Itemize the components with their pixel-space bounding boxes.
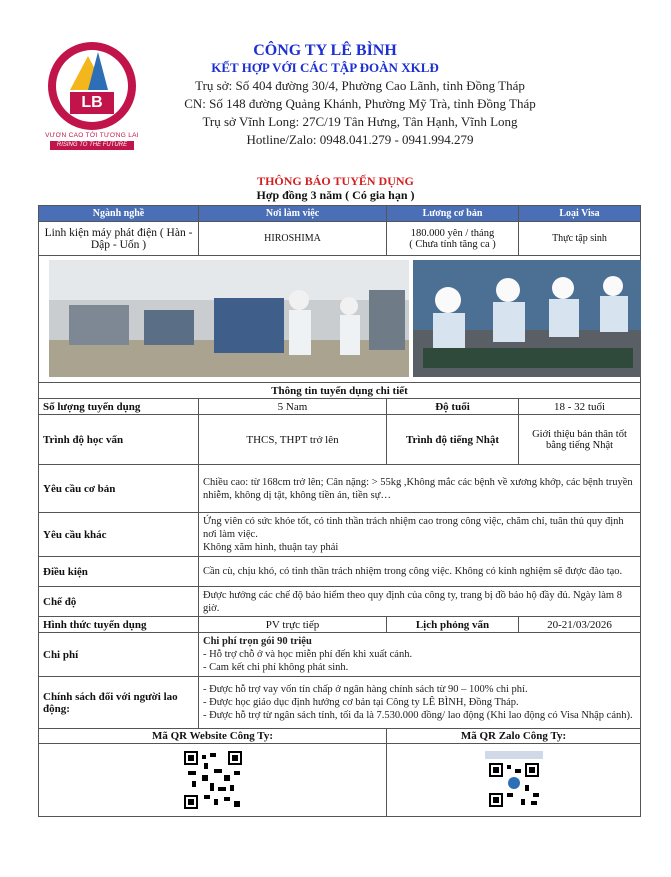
factory-photo-1 — [49, 260, 409, 377]
qty-value: 5 Nam — [199, 399, 387, 415]
edu-value: THCS, THPT trở lên — [199, 415, 387, 465]
company-logo: LB VƯƠN CAO TỚI TƯƠNG LAI RISING TO THE FUTURE — [42, 42, 142, 152]
header-visa: Loại Visa — [519, 206, 641, 222]
address-main: Trụ sở: Số 404 đường 30/4, Phường Cao Lãnh, tỉnh Đồng Tháp — [195, 78, 525, 93]
jp-label: Trình độ tiếng Nhật — [387, 415, 519, 465]
contract-term: Hợp đồng 3 năm ( Có gia hạn ) — [256, 188, 415, 202]
address-branch: CN: Số 148 đường Quảng Khánh, Phường Mỹ Trà, tỉnh Đồng Tháp — [184, 96, 536, 111]
header-salary: Lương cơ bản — [387, 206, 519, 222]
qr-website-icon[interactable] — [184, 751, 242, 809]
cost-value: Chi phí trọn gói 90 triệu - Hỗ trợ chỗ ở và học miễn phí đến khi xuất cảnh. - Cam kết chi phí không phát sinh. — [199, 633, 641, 677]
form-label: Hình thức tuyển dụng — [39, 617, 199, 633]
cost-label: Chi phí — [39, 633, 199, 677]
basic-label: Yêu cầu cơ bản — [39, 465, 199, 513]
qr-zalo-cell — [387, 744, 641, 817]
job-cell: Linh kiện máy phát điện ( Hàn - Dập - Uốn ) — [39, 222, 199, 256]
regime-label: Chế độ — [39, 587, 199, 617]
other-value: Ứng viên có sức khỏe tốt, có tinh thần trách nhiệm cao trong công việc, chăm chỉ, tuân thủ quy định nơi làm việc. Không xăm hình, thuận tay phải — [199, 513, 641, 557]
qty-label: Số lượng tuyển dụng — [39, 399, 199, 415]
company-name: CÔNG TY LÊ BÌNH — [253, 42, 397, 59]
header-place: Nơi làm việc — [199, 206, 387, 222]
policy-label: Chính sách đối với người lao động: — [39, 677, 199, 729]
basic-value: Chiều cao: từ 168cm trở lên; Cân nặng: > 55kg ,Không mắc các bệnh về xương khớp, các bệnh truyền nhiễm, không dị tật, không tiền án, tiền sự… — [199, 465, 641, 513]
qr-zalo-icon[interactable] — [485, 751, 543, 809]
age-value: 18 - 32 tuổi — [519, 399, 641, 415]
jp-value: Giới thiệu bản thân tốt bằng tiếng Nhật — [519, 415, 641, 465]
sched-label: Lịch phỏng vấn — [387, 617, 519, 633]
form-value: PV trực tiếp — [199, 617, 387, 633]
qr-web-label: Mã QR Website Công Ty: — [39, 729, 387, 744]
sched-value: 20-21/03/2026 — [519, 617, 641, 633]
qr-zalo-label: Mã QR Zalo Công Ty: — [387, 729, 641, 744]
edu-label: Trình độ học vấn — [39, 415, 199, 465]
visa-cell: Thực tập sinh — [519, 222, 641, 256]
section-title: Thông tin tuyển dụng chi tiết — [39, 383, 641, 399]
qr-web-cell — [39, 744, 387, 817]
photo-cell — [39, 256, 641, 383]
recruitment-table — [38, 205, 641, 817]
policy-value: - Được hỗ trợ vay vốn tín chấp ở ngân hàng chính sách từ 90 – 100% chi phí. - Được học giáo dục định hướng cơ bản tại Công ty LÊ BÌNH, Đồng Tháp. - Được hỗ trợ từ ngân sách tỉnh, tối đa là 7.530.000 đồng/ lao động (Khi lao động có Visa Nhập cảnh). — [199, 677, 641, 729]
notice-title: THÔNG BÁO TUYỂN DỤNG — [257, 174, 414, 188]
header-job: Ngành nghề — [39, 206, 199, 222]
age-label: Độ tuổi — [387, 399, 519, 415]
salary-cell: 180.000 yên / tháng ( Chưa tính tăng ca ) — [387, 222, 519, 256]
regime-value: Được hưởng các chế độ bảo hiểm theo quy định của công ty, trang bị đồ bảo hộ đầy đủ. Ngày làm 8 giờ. — [199, 587, 641, 617]
factory-photo-2 — [413, 260, 641, 377]
address-vinhlong: Trụ sở Vĩnh Long: 27C/19 Tân Hưng, Tân Hạnh, Vĩnh Long — [202, 114, 518, 129]
cond-value: Cần cù, chịu khó, có tinh thần trách nhiệm trong công việc. Không có kinh nghiệm sẽ được đào tạo. — [199, 557, 641, 587]
place-cell: HIROSHIMA — [199, 222, 387, 256]
letterhead — [0, 0, 671, 170]
hotline: Hotline/Zalo: 0948.041.279 - 0941.994.279 — [246, 132, 474, 147]
other-label: Yêu cầu khác — [39, 513, 199, 557]
cond-label: Điều kiện — [39, 557, 199, 587]
company-subtitle: KẾT HỢP VỚI CÁC TẬP ĐOÀN XKLĐ — [211, 60, 439, 75]
